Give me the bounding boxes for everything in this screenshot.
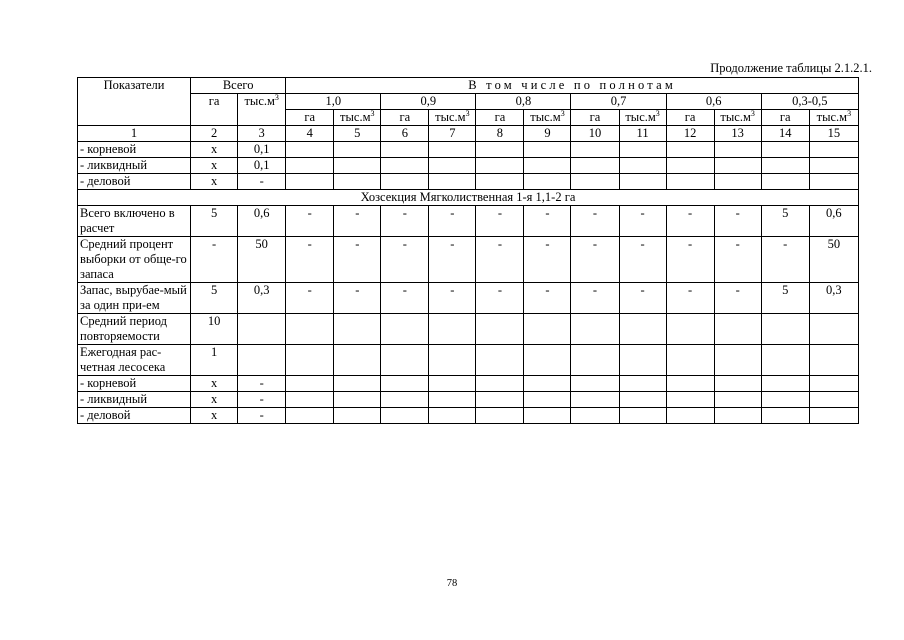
column-number: 11 xyxy=(619,126,666,142)
row-label: Ежегодная рас-четная лесосека xyxy=(78,345,191,376)
table-cell xyxy=(334,345,381,376)
table-cell: 10 xyxy=(191,314,238,345)
table-cell xyxy=(809,174,858,190)
header-row-units xyxy=(78,94,859,110)
table-cell xyxy=(476,314,524,345)
table-cell: 0,3 xyxy=(809,283,858,314)
table-cell xyxy=(714,392,761,408)
table-cell: 5 xyxy=(761,283,809,314)
table-row xyxy=(78,314,859,345)
header-density-group: 0,7 xyxy=(571,94,666,110)
table-cell xyxy=(714,376,761,392)
table-cell xyxy=(619,314,666,345)
table-cell xyxy=(666,314,714,345)
table-cell xyxy=(286,345,334,376)
table-cell xyxy=(429,314,476,345)
column-number: 14 xyxy=(761,126,809,142)
table-cell xyxy=(524,345,571,376)
column-number: 8 xyxy=(476,126,524,142)
column-number: 13 xyxy=(714,126,761,142)
table-cell xyxy=(714,314,761,345)
page-number: 78 xyxy=(446,578,458,589)
table-cell: - xyxy=(619,206,666,237)
table-row xyxy=(78,392,859,408)
table-cell xyxy=(286,376,334,392)
row-label: - ликвидный xyxy=(78,158,191,174)
table-cell xyxy=(619,174,666,190)
table-cell: - xyxy=(381,283,429,314)
header-unit-tys: $тыс.м^3$ xyxy=(809,110,858,126)
table-cell xyxy=(666,158,714,174)
table-cell xyxy=(571,345,619,376)
table-cell: - xyxy=(191,237,238,283)
table-cell xyxy=(761,408,809,424)
table-cell xyxy=(571,408,619,424)
table-cell xyxy=(381,376,429,392)
table-row xyxy=(78,158,859,174)
table-cell xyxy=(714,345,761,376)
table-row xyxy=(78,376,859,392)
header-density-group: 1,0 xyxy=(286,94,381,110)
table-cell: x xyxy=(191,158,238,174)
section-row xyxy=(78,190,859,206)
table-cell xyxy=(286,392,334,408)
table-cell: - xyxy=(524,237,571,283)
table-cell xyxy=(666,345,714,376)
table-cell xyxy=(666,376,714,392)
table-cell: 0,3 xyxy=(238,283,286,314)
table-cell xyxy=(429,376,476,392)
table-cell: 5 xyxy=(191,206,238,237)
table-row xyxy=(78,283,859,314)
table-cell: 0,6 xyxy=(809,206,858,237)
table-cell: - xyxy=(714,283,761,314)
table-cell: - xyxy=(571,283,619,314)
table-row xyxy=(78,174,859,190)
table-cell: - xyxy=(476,237,524,283)
column-number: 10 xyxy=(571,126,619,142)
table-cell xyxy=(238,314,286,345)
table-cell: - xyxy=(619,237,666,283)
table-cell: x xyxy=(191,408,238,424)
table-container xyxy=(77,77,859,424)
table-cell xyxy=(714,408,761,424)
row-label: - деловой xyxy=(78,408,191,424)
table-cell xyxy=(524,142,571,158)
table-cell: - xyxy=(571,206,619,237)
table-cell: - xyxy=(476,206,524,237)
table-cell: 0,1 xyxy=(238,142,286,158)
table-cell xyxy=(809,408,858,424)
table-caption: Продолжение таблицы 2.1.2.1. xyxy=(710,61,872,75)
table-cell xyxy=(714,174,761,190)
table-cell xyxy=(429,408,476,424)
header-density-group: 0,6 xyxy=(666,94,761,110)
table-cell xyxy=(476,376,524,392)
table-cell: x xyxy=(191,376,238,392)
row-label: - ликвидный xyxy=(78,392,191,408)
header-density-group: 0,8 xyxy=(476,94,571,110)
table-cell xyxy=(429,158,476,174)
table-cell xyxy=(334,158,381,174)
table-cell xyxy=(571,392,619,408)
table-cell xyxy=(381,345,429,376)
table-cell xyxy=(476,408,524,424)
table-cell: 0,1 xyxy=(238,158,286,174)
table-cell xyxy=(334,408,381,424)
table-cell xyxy=(571,174,619,190)
table-cell: - xyxy=(429,237,476,283)
table-cell xyxy=(809,376,858,392)
table-cell xyxy=(809,158,858,174)
table-cell xyxy=(666,392,714,408)
table-cell xyxy=(761,142,809,158)
table-cell xyxy=(238,345,286,376)
header-unit-tys: $тыс.м^3$ xyxy=(714,110,761,126)
table-cell: - xyxy=(381,206,429,237)
table-cell: 1 xyxy=(191,345,238,376)
table-cell xyxy=(524,158,571,174)
table-cell xyxy=(619,142,666,158)
table-cell xyxy=(381,314,429,345)
header-row-numbers xyxy=(78,126,859,142)
table-cell xyxy=(571,158,619,174)
table-cell xyxy=(286,408,334,424)
header-unit-tys: $тыс.м^3$ xyxy=(524,110,571,126)
column-number: 9 xyxy=(524,126,571,142)
column-number: 12 xyxy=(666,126,714,142)
table-cell: - xyxy=(524,206,571,237)
table-cell xyxy=(286,142,334,158)
table-cell: - xyxy=(381,237,429,283)
row-label: Запас, вырубае-мый за один при-ем xyxy=(78,283,191,314)
table-cell: 5 xyxy=(191,283,238,314)
table-cell xyxy=(761,392,809,408)
header-unit-ha: га xyxy=(571,110,619,126)
table-cell: 50 xyxy=(238,237,286,283)
table-cell: - xyxy=(238,376,286,392)
table-cell xyxy=(334,174,381,190)
table-cell: - xyxy=(524,283,571,314)
header-total-ha: га xyxy=(191,94,238,126)
table-cell: - xyxy=(238,174,286,190)
table-cell xyxy=(334,392,381,408)
table-cell xyxy=(761,158,809,174)
table-cell: - xyxy=(666,206,714,237)
header-unit-ha: га xyxy=(666,110,714,126)
table-cell: - xyxy=(666,237,714,283)
table-cell xyxy=(761,376,809,392)
table-cell xyxy=(286,314,334,345)
table-cell xyxy=(381,158,429,174)
table-cell xyxy=(619,408,666,424)
header-unit-ha: га xyxy=(476,110,524,126)
header-unit-tys: $тыс.м^3$ xyxy=(429,110,476,126)
table-cell xyxy=(524,314,571,345)
table-cell xyxy=(619,376,666,392)
table-cell: x xyxy=(191,174,238,190)
table-cell xyxy=(524,392,571,408)
table-cell xyxy=(286,158,334,174)
table-cell: - xyxy=(238,392,286,408)
table-cell xyxy=(476,142,524,158)
table-cell xyxy=(476,174,524,190)
column-number: 1 xyxy=(78,126,191,142)
header-indicators: Показатели xyxy=(78,78,191,126)
table-cell: - xyxy=(571,237,619,283)
table-cell: - xyxy=(666,283,714,314)
table-cell: - xyxy=(334,206,381,237)
table-cell xyxy=(714,142,761,158)
table-cell xyxy=(381,174,429,190)
table-cell xyxy=(619,392,666,408)
table-cell xyxy=(571,142,619,158)
table-header xyxy=(78,78,859,142)
table-cell: - xyxy=(238,408,286,424)
header-including: В том числе по полнотам xyxy=(286,78,859,94)
header-unit-ha: га xyxy=(761,110,809,126)
column-number: 6 xyxy=(381,126,429,142)
table-cell xyxy=(571,314,619,345)
table-row xyxy=(78,237,859,283)
table-cell xyxy=(334,142,381,158)
table-cell xyxy=(666,142,714,158)
table-cell xyxy=(619,345,666,376)
table-cell xyxy=(761,345,809,376)
column-number: 4 xyxy=(286,126,334,142)
table-cell xyxy=(429,345,476,376)
table-cell xyxy=(524,408,571,424)
table-cell xyxy=(381,142,429,158)
table-cell xyxy=(524,376,571,392)
column-number: 7 xyxy=(429,126,476,142)
table-cell: - xyxy=(619,283,666,314)
row-label: Всего включено в расчет xyxy=(78,206,191,237)
header-unit-ha: га xyxy=(381,110,429,126)
table-cell xyxy=(429,174,476,190)
table-row xyxy=(78,142,859,158)
table-cell: 50 xyxy=(809,237,858,283)
column-number: 3 xyxy=(238,126,286,142)
table-cell: x xyxy=(191,392,238,408)
table-cell xyxy=(429,392,476,408)
column-number: 5 xyxy=(334,126,381,142)
table-cell xyxy=(381,408,429,424)
table-cell xyxy=(761,174,809,190)
table-cell: - xyxy=(334,283,381,314)
table-cell: 0,6 xyxy=(238,206,286,237)
row-label: - корневой xyxy=(78,376,191,392)
table-cell: 5 xyxy=(761,206,809,237)
table-cell: - xyxy=(476,283,524,314)
table-cell xyxy=(809,345,858,376)
table-cell xyxy=(809,142,858,158)
table-cell xyxy=(619,158,666,174)
table-cell xyxy=(761,314,809,345)
table-cell xyxy=(476,158,524,174)
header-unit-ha: га xyxy=(286,110,334,126)
table-cell xyxy=(286,174,334,190)
table-cell: - xyxy=(714,206,761,237)
table-row xyxy=(78,345,859,376)
table-cell xyxy=(476,392,524,408)
header-unit-tys: $тыс.м^3$ xyxy=(334,110,381,126)
header-density-group: 0,3-0,5 xyxy=(761,94,858,110)
table-cell xyxy=(714,158,761,174)
forest-table xyxy=(77,77,859,424)
table-cell: - xyxy=(334,237,381,283)
table-cell: - xyxy=(286,283,334,314)
header-total: Всего xyxy=(191,78,286,94)
table-cell xyxy=(666,174,714,190)
header-total-tys: $тыс.м^3$ xyxy=(238,94,286,126)
table-cell xyxy=(809,392,858,408)
header-unit-tys: $тыс.м^3$ xyxy=(619,110,666,126)
column-number: 2 xyxy=(191,126,238,142)
table-cell xyxy=(571,376,619,392)
table-cell xyxy=(476,345,524,376)
row-label: Средний процент выборки от обще-го запаса xyxy=(78,237,191,283)
table-cell: x xyxy=(191,142,238,158)
table-cell: - xyxy=(286,206,334,237)
table-cell xyxy=(666,408,714,424)
table-cell xyxy=(429,142,476,158)
table-cell xyxy=(524,174,571,190)
column-number: 15 xyxy=(809,126,858,142)
table-cell: - xyxy=(429,283,476,314)
table-cell: - xyxy=(429,206,476,237)
table-cell: - xyxy=(286,237,334,283)
row-label: - корневой xyxy=(78,142,191,158)
table-cell xyxy=(381,392,429,408)
section-title: Хозсекция Мягколиственная 1-я 1,1-2 га xyxy=(78,190,859,206)
table-cell xyxy=(334,376,381,392)
table-cell: - xyxy=(714,237,761,283)
row-label: - деловой xyxy=(78,174,191,190)
table-row xyxy=(78,408,859,424)
table-cell xyxy=(809,314,858,345)
row-label: Средний период повторяемости xyxy=(78,314,191,345)
table-body xyxy=(78,142,859,424)
table-row xyxy=(78,206,859,237)
table-cell: - xyxy=(761,237,809,283)
table-cell xyxy=(334,314,381,345)
header-density-group: 0,9 xyxy=(381,94,476,110)
